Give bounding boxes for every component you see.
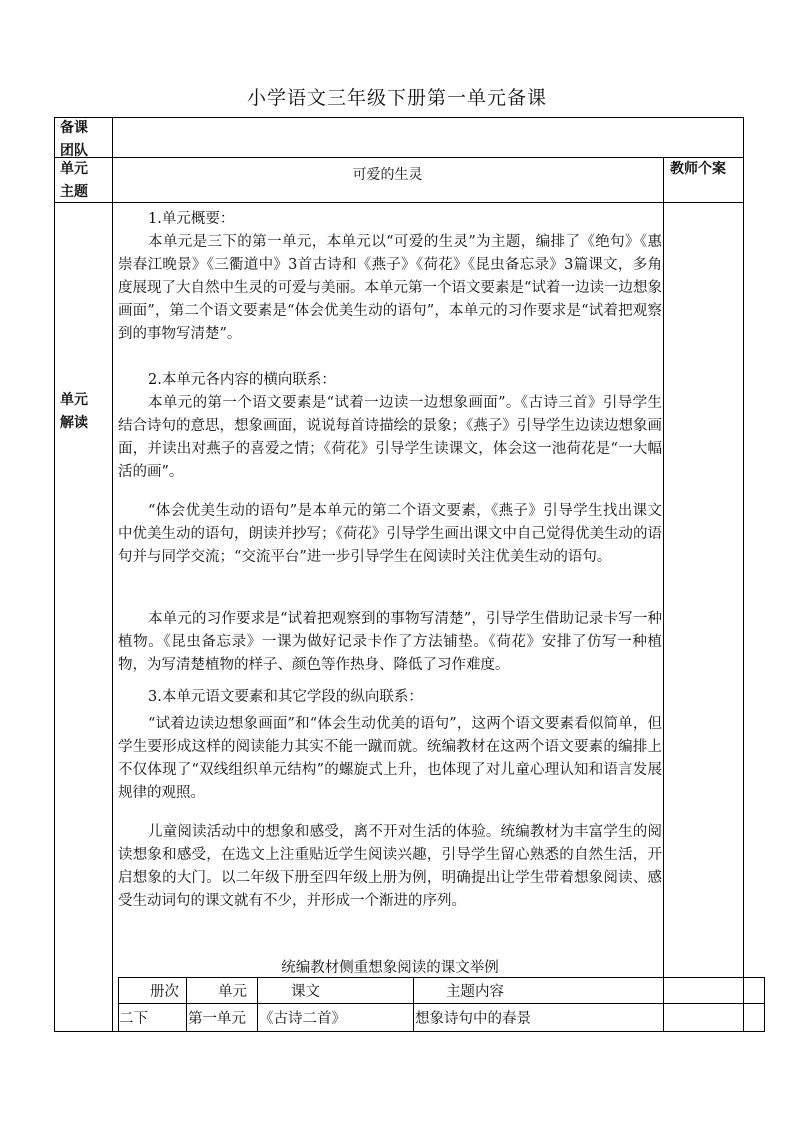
sub-table-header: 课文	[291, 984, 320, 1000]
col-divider	[663, 157, 664, 1032]
table-border-top	[54, 117, 744, 118]
reading-label: 单元解读	[60, 392, 88, 431]
paragraph: 儿童阅读活动中的想象和感受，离不开对生活的体验。统编教材为丰富学生的阅读想象和感受，在选文上注重贴近学生阅读兴趣，引导学生留心熟悉的自然生活，开启想象的大门。以二年级下册至四年级上册为例，明确提出让学生带着想象阅读、感受生动词句的课文就有不少，并形成一个渐进的序列。	[118, 824, 662, 909]
paragraph: 本单元的习作要求是“试着把观察到的事物写清楚”，引导学生借助记录卡写一种植物。《昆虫备忘录》一课为做好记录卡作了方法铺垫。《荷花》安排了仿写一种植物，为写清楚植物的样子、颜色等作热身、降低了习作难度。	[118, 611, 662, 673]
paragraph: 本单元的第一个语文要素是“试着一边读一边想象画面”。《古诗三首》引导学生结合诗句的意思，想象画面，说说每首诗描绘的景象；《燕子》引导学生边读边想象画面，并读出对燕子的喜爱之情；《荷花》引导学生读课文，体会这一池荷花是“一大幅活的画”。	[118, 395, 662, 480]
sub-table-col	[257, 977, 258, 1032]
sub-table-header: 册次	[150, 984, 179, 1000]
paragraph: 2.本单元各内容的横向联系：	[148, 372, 336, 388]
row-divider	[54, 157, 744, 158]
sub-table-caption: 统编教材侧重想象阅读的课文举例	[281, 960, 499, 976]
sub-table-cell: 想象诗句中的春景	[415, 1011, 531, 1027]
teacher-plan-label: 教师个案	[670, 161, 726, 177]
sub-table-cell: 第一单元	[188, 1011, 246, 1027]
sub-table-cell: 《古诗二首》	[259, 1011, 346, 1027]
sub-table-row-divider	[118, 1003, 765, 1004]
sub-table-border-top	[118, 977, 765, 978]
paragraph: 3.本单元语文要素和其它学段的纵向联系：	[148, 689, 423, 705]
paragraph: “体会优美生动的语句”是本单元的第二个语文要素，《燕子》引导学生找出课文中优美生动的语句，朗读并抄写；《荷花》引导学生画出课文中自己觉得优美生动的语句并与同学交流；“交流平台”进一步引导学生在阅读时关注优美生动的语句。	[118, 503, 662, 565]
sub-table-col	[764, 977, 765, 1032]
sub-table-header: 主题内容	[446, 984, 504, 1000]
sub-table-cell: 二下	[119, 1011, 148, 1027]
col-divider	[112, 117, 113, 1032]
page-title: 小学语文三年级下册第一单元备课	[246, 87, 547, 109]
sub-table-border-bottom	[118, 1031, 765, 1032]
paragraph: 1.单元概要：	[148, 211, 235, 227]
sub-table-header: 单元	[218, 984, 247, 1000]
team-label: 备课团队	[60, 120, 88, 159]
sub-table-col	[663, 977, 664, 1032]
table-border-right	[743, 117, 744, 1032]
sub-table-col	[186, 977, 187, 1032]
sub-table-col	[413, 977, 414, 1032]
unit-theme-label: 单元主题	[60, 161, 88, 200]
paragraph: “试着边读边想象画面”和“体会生动优美的语句”，这两个语文要素看似简单，但学生要形成这样的阅读能力其实不能一蹴而就。统编教材在这两个语文要素的编排上不仅体现了“双线组织单元结构”的螺旋式上升，也体现了对儿童心理认知和语言发展规律的观照。	[118, 716, 662, 801]
row-divider	[54, 202, 744, 203]
table-border-left	[54, 117, 55, 1032]
paragraph: 本单元是三下的第一单元，本单元以“可爱的生灵”为主题，编排了《绝句》《惠崇春江晚景》《三衢道中》3首古诗和《燕子》《荷花》《昆虫备忘录》3篇课文，多角度展现了大自然中生灵的可爱与美丽。本单元第一个语文要素是“试着一边读一边想象画面”，第二个语文要素是“体会优美生动的语句”，本单元的习作要求是“试着把观察到的事物写清楚”。	[118, 234, 662, 342]
unit-theme-value: 可爱的生灵	[352, 167, 423, 183]
